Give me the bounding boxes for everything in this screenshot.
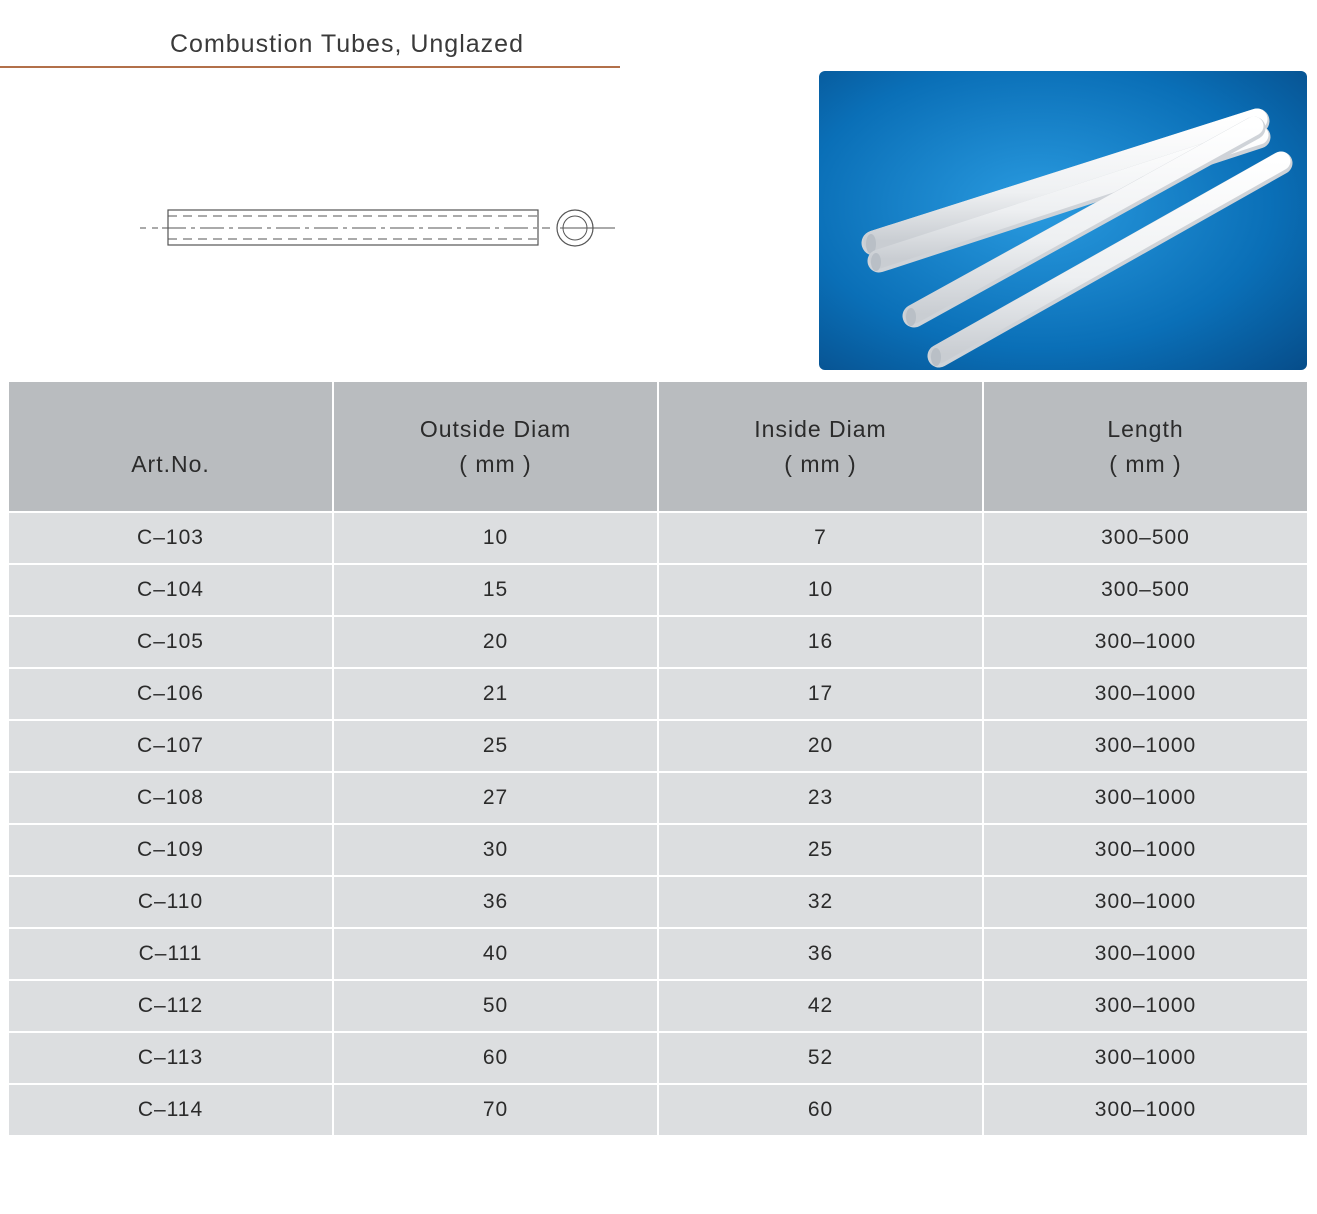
- length-cell: 300–1000: [983, 876, 1307, 928]
- inside-diam-cell: 36: [658, 928, 983, 980]
- outside-diam-cell: 50: [333, 980, 658, 1032]
- length-cell: 300–1000: [983, 928, 1307, 980]
- art-no-cell: C–110: [9, 876, 333, 928]
- inside-diam-cell: 20: [658, 720, 983, 772]
- length-cell: 300–1000: [983, 1032, 1307, 1084]
- product-photo: [819, 71, 1307, 370]
- table-row: [9, 1032, 1307, 1084]
- art-no-cell: C–109: [9, 824, 333, 876]
- title-underline: [0, 66, 620, 68]
- table-row: [9, 876, 1307, 928]
- length-cell: 300–500: [983, 512, 1307, 564]
- table-row: [9, 616, 1307, 668]
- inside-diam-cell: 7: [658, 512, 983, 564]
- table-row: [9, 1084, 1307, 1135]
- outside-diam-cell: 36: [333, 876, 658, 928]
- length-cell: 300–1000: [983, 980, 1307, 1032]
- table-row: [9, 512, 1307, 564]
- table-row: [9, 772, 1307, 824]
- art-no-cell: C–105: [9, 616, 333, 668]
- outside-diam-cell: 27: [333, 772, 658, 824]
- table-row: [9, 824, 1307, 876]
- outside-diam-cell: 25: [333, 720, 658, 772]
- specification-table: [9, 382, 1307, 1135]
- length-cell: 300–1000: [983, 668, 1307, 720]
- header-inside-diam: Inside Diam ( mm ): [658, 382, 983, 512]
- inside-diam-cell: 23: [658, 772, 983, 824]
- outside-diam-cell: 40: [333, 928, 658, 980]
- art-no-cell: C–111: [9, 928, 333, 980]
- art-no-cell: C–107: [9, 720, 333, 772]
- art-no-cell: C–112: [9, 980, 333, 1032]
- length-cell: 300–1000: [983, 616, 1307, 668]
- inside-diam-cell: 42: [658, 980, 983, 1032]
- art-no-cell: C–113: [9, 1032, 333, 1084]
- inside-diam-cell: 17: [658, 668, 983, 720]
- length-cell: 300–1000: [983, 824, 1307, 876]
- tube-technical-drawing: [130, 195, 630, 265]
- length-cell: 300–1000: [983, 1084, 1307, 1135]
- table-row: [9, 564, 1307, 616]
- header-length: Length ( mm ): [983, 382, 1307, 512]
- length-cell: 300–500: [983, 564, 1307, 616]
- outside-diam-cell: 60: [333, 1032, 658, 1084]
- art-no-cell: C–114: [9, 1084, 333, 1135]
- header-outside-diam: Outside Diam ( mm ): [333, 382, 658, 512]
- table-row: [9, 928, 1307, 980]
- outside-diam-cell: 30: [333, 824, 658, 876]
- inside-diam-cell: 32: [658, 876, 983, 928]
- inside-diam-cell: 16: [658, 616, 983, 668]
- table-header-row: [9, 382, 1307, 512]
- outside-diam-cell: 70: [333, 1084, 658, 1135]
- length-cell: 300–1000: [983, 720, 1307, 772]
- length-cell: 300–1000: [983, 772, 1307, 824]
- art-no-cell: C–108: [9, 772, 333, 824]
- table-row: [9, 980, 1307, 1032]
- page-title: Combustion Tubes, Unglazed: [170, 30, 524, 58]
- inside-diam-cell: 52: [658, 1032, 983, 1084]
- table-row: [9, 720, 1307, 772]
- inside-diam-cell: 25: [658, 824, 983, 876]
- art-no-cell: C–103: [9, 512, 333, 564]
- art-no-cell: C–104: [9, 564, 333, 616]
- header-art-no: Art.No.: [9, 382, 333, 512]
- outside-diam-cell: 21: [333, 668, 658, 720]
- outside-diam-cell: 15: [333, 564, 658, 616]
- table-row: [9, 668, 1307, 720]
- art-no-cell: C–106: [9, 668, 333, 720]
- inside-diam-cell: 10: [658, 564, 983, 616]
- outside-diam-cell: 10: [333, 512, 658, 564]
- outside-diam-cell: 20: [333, 616, 658, 668]
- inside-diam-cell: 60: [658, 1084, 983, 1135]
